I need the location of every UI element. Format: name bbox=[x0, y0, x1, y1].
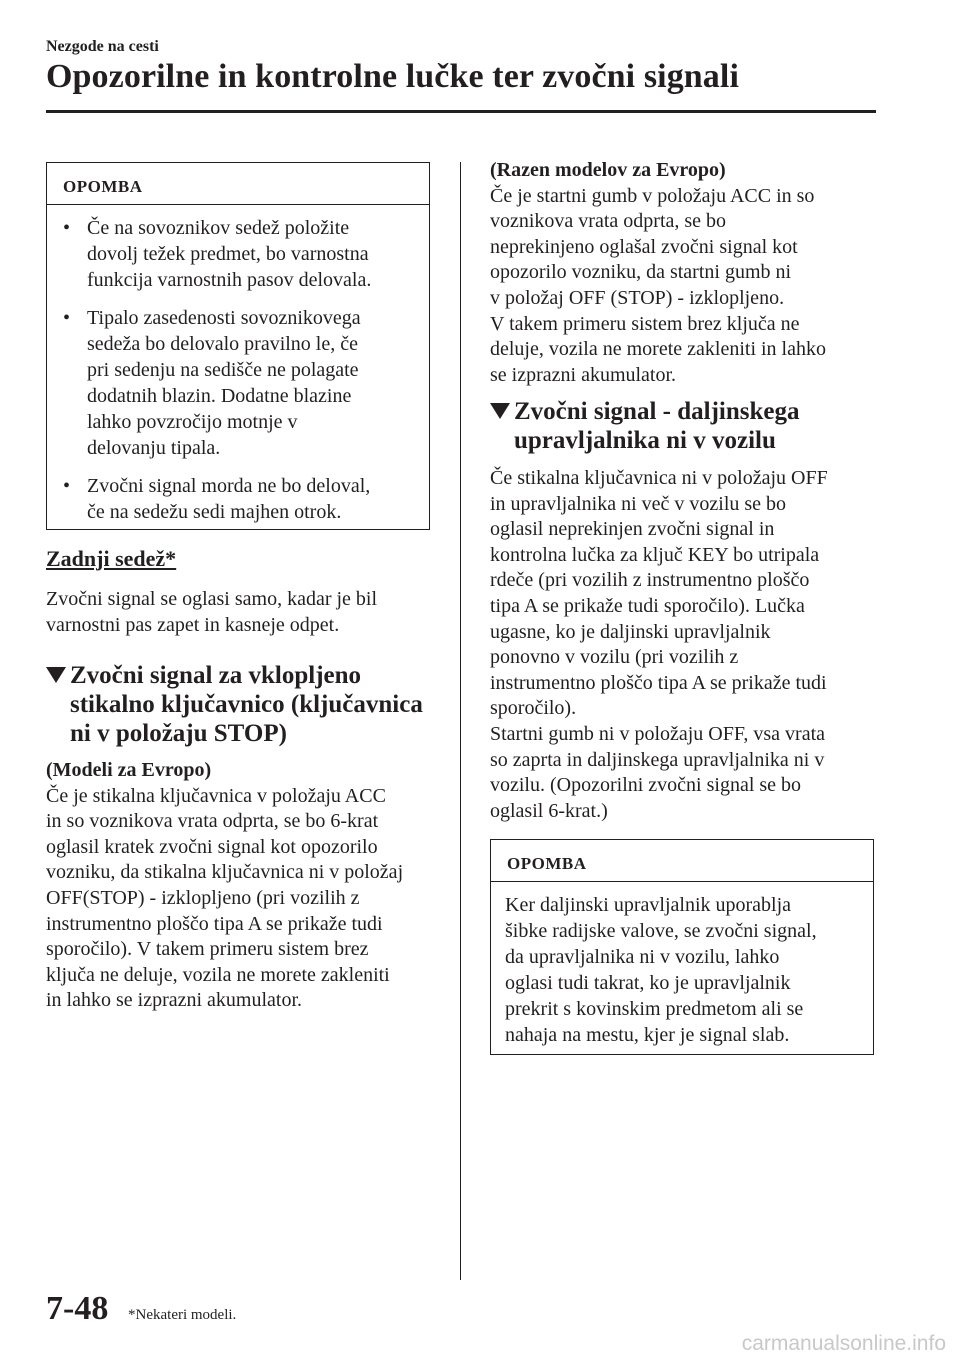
watermark: carmanualsonline.info bbox=[741, 1332, 946, 1355]
text-line: da upravljalnika ni v vozilu, lahko bbox=[505, 946, 780, 968]
text-line: OFF(STOP) - izklopljeno (pri vozilih z bbox=[46, 886, 360, 909]
text-line: oglasi tudi takrat, ko je upravljalnik bbox=[505, 972, 791, 994]
bullet-line: delovanju tipala. bbox=[87, 437, 221, 459]
text-line: opozorilo vozniku, da startni gumb ni bbox=[490, 261, 792, 284]
text-line: rdeče (pri vozilih z instrumentno ploščo bbox=[490, 569, 810, 592]
text-line: Če je stikalna ključavnica v položaju ACC bbox=[46, 784, 386, 807]
section2-text bbox=[490, 466, 890, 824]
triangle-down-icon bbox=[490, 403, 510, 419]
text-line: oglasil kratek zvočni signal kot opozorilo bbox=[46, 835, 378, 858]
note-label: OPOMBA bbox=[491, 840, 873, 882]
bullet-line: pri sedenju na sedišče ne polagate bbox=[87, 359, 359, 381]
note-box-remote bbox=[490, 839, 874, 1055]
text-line: oglasil neprekinjen zvočni signal in bbox=[490, 518, 775, 541]
model-subheading: (Razen modelov za Evropo) bbox=[490, 159, 726, 181]
text-line: so zaprta in daljinskega upravljalnika ni v bbox=[490, 748, 825, 771]
note-body bbox=[47, 205, 429, 525]
section-heading-remote-missing bbox=[490, 397, 914, 455]
note-box-passenger-seat bbox=[46, 162, 430, 530]
note-bullet bbox=[61, 473, 415, 525]
text-line: ključa ne deluje, vozila ne morete zakleniti bbox=[46, 963, 390, 986]
title-rule bbox=[46, 110, 876, 113]
bullet-icon: • bbox=[63, 475, 71, 497]
bullet-line: funkcija varnostnih pasov delovala. bbox=[87, 269, 372, 291]
text-line: tipa A se prikaže tudi sporočilo). Lučka bbox=[490, 594, 805, 617]
text-line: in upravljalnika ni več v vozilu se bo bbox=[490, 492, 787, 515]
heading-line: ni v položaju STOP) bbox=[70, 720, 287, 747]
text-line: voznikova vrata odprta, se bo bbox=[490, 210, 727, 233]
text-line: ugasne, ko je daljinski upravljalnik bbox=[490, 620, 771, 643]
text-line: oglasil 6-krat.) bbox=[490, 799, 608, 822]
text-line: ponovno v vozilu (pri vozilih z bbox=[490, 646, 739, 669]
section-heading-ignition-buzzer bbox=[46, 661, 470, 748]
heading-line: Zvočni signal - daljinskega bbox=[514, 398, 800, 425]
bullet-icon: • bbox=[63, 217, 71, 239]
heading-line: Zvočni signal za vklopljeno bbox=[70, 662, 362, 689]
section1-text bbox=[46, 758, 446, 1014]
rear-seat-text bbox=[46, 587, 446, 638]
text-line: vozniku, da stikalna ključavnica ni v položaj bbox=[46, 861, 404, 884]
bullet-line: Zvočni signal morda ne bo deloval, bbox=[87, 475, 371, 497]
bullet-icon: • bbox=[63, 307, 71, 329]
text-line: Zvočni signal se oglasi samo, kadar je bil bbox=[46, 588, 378, 610]
text-line: Startni gumb ni v položaju OFF, vsa vrata bbox=[490, 722, 826, 745]
bullet-line: dovolj težek predmet, bo varnostna bbox=[87, 243, 369, 265]
bullet-line: lahko povzročijo motnje v bbox=[87, 411, 298, 433]
text-line: sporočilo). bbox=[490, 697, 577, 720]
bullet-line: sedeža bo delovalo pravilno le, če bbox=[87, 333, 358, 355]
text-line: vozilu. (Opozorilni zvočni signal se bo bbox=[490, 774, 802, 797]
text-line: in so voznikova vrata odprta, se bo 6-krat bbox=[46, 810, 379, 833]
text-line: kontrolna lučka za ključ KEY bo utripala bbox=[490, 543, 820, 566]
text-line: Ker daljinski upravljalnik uporablja bbox=[505, 894, 792, 916]
text-line: instrumentno ploščo tipa A se prikaže tudi bbox=[490, 671, 827, 694]
note-bullet bbox=[61, 215, 415, 293]
footnote: *Nekateri modeli. bbox=[128, 1307, 237, 1323]
page-number: 7-48 bbox=[46, 1290, 109, 1327]
model-subheading: (Modeli za Evropo) bbox=[46, 759, 212, 781]
text-line: prekrit s kovinskim predmetom ali se bbox=[505, 998, 804, 1020]
bullet-line: dodatnih blazin. Dodatne blazine bbox=[87, 385, 352, 407]
text-line: v položaj OFF (STOP) - izklopljeno. bbox=[490, 286, 785, 309]
text-line: varnostni pas zapet in kasneje odpet. bbox=[46, 613, 340, 636]
text-line: nahaja na mestu, kjer je signal slab. bbox=[505, 1024, 790, 1046]
rear-seat-heading: Zadnji sedež* bbox=[46, 546, 177, 571]
text-line: šibke radijske valove, se zvočni signal, bbox=[505, 920, 817, 942]
note-bullet bbox=[61, 305, 415, 461]
intro-text bbox=[490, 158, 890, 388]
text-line: se izprazni akumulator. bbox=[490, 363, 677, 386]
bullet-line: Če na sovoznikov sedež položite bbox=[87, 217, 350, 239]
text-line: Če je startni gumb v položaju ACC in so bbox=[490, 184, 815, 207]
text-line: sporočilo). V takem primeru sistem brez bbox=[46, 938, 369, 961]
heading-line: stikalno ključavnico (ključavnica bbox=[70, 691, 423, 718]
bullet-line: če na sedežu sedi majhen otrok. bbox=[87, 501, 342, 523]
text-line: neprekinjeno oglašal zvočni signal kot bbox=[490, 235, 798, 258]
note-label: OPOMBA bbox=[47, 163, 429, 205]
text-line: in lahko se izprazni akumulator. bbox=[46, 989, 303, 1012]
text-line: Če stikalna ključavnica ni v položaju OFF bbox=[490, 467, 828, 489]
text-line: instrumentno ploščo tipa A se prikaže tudi bbox=[46, 912, 383, 935]
text-line: deluje, vozila ne morete zakleniti in lahko bbox=[490, 338, 826, 361]
note-body bbox=[491, 882, 873, 1048]
bullet-line: Tipalo zasedenosti sovoznikovega bbox=[87, 307, 361, 329]
section-label: Nezgode na cesti bbox=[46, 38, 159, 55]
page-title: Opozorilne in kontrolne lučke ter zvočni signali bbox=[46, 58, 740, 95]
triangle-down-icon bbox=[46, 667, 66, 683]
heading-line: upravljalnika ni v vozilu bbox=[514, 427, 776, 454]
text-line: V takem primeru sistem brez ključa ne bbox=[490, 312, 800, 335]
